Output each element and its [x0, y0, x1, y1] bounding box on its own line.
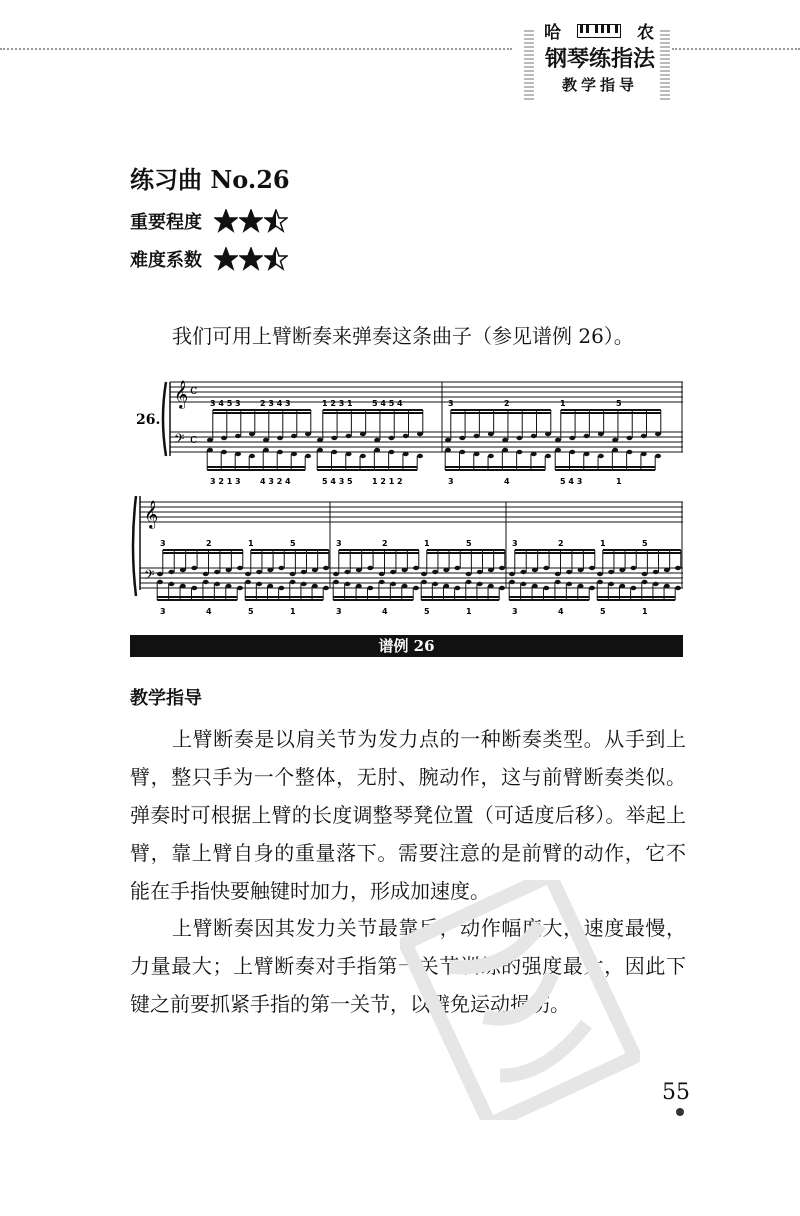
note-head: [459, 450, 465, 454]
note-head: [641, 434, 647, 438]
note-head: [642, 572, 648, 576]
note-head: [474, 434, 480, 438]
difficulty-stars: [214, 247, 289, 271]
fingering-number: 3: [448, 399, 454, 408]
note-head: [367, 566, 373, 570]
note-head: [626, 436, 632, 440]
piano-keys-icon: [577, 24, 621, 38]
note-head: [402, 584, 408, 588]
fingering-number: 3: [160, 539, 166, 548]
note-head: [290, 572, 296, 576]
fingering-number: 1: [290, 607, 296, 616]
note-head: [597, 572, 603, 576]
fingering-number: 1 2 3 1: [322, 399, 353, 408]
note-head: [555, 572, 561, 576]
fingering-number: 5 4 3 5: [322, 477, 353, 486]
header-dotted-rule-right: [672, 48, 800, 50]
note-head: [207, 448, 213, 452]
note-head: [203, 580, 209, 584]
note-head: [502, 448, 508, 452]
fingering-number: 2: [504, 399, 510, 408]
header-top-right: 农: [637, 23, 654, 43]
note-head: [626, 450, 632, 454]
difficulty-label: 难度系数: [130, 250, 202, 271]
fingering-number: 3 2 1 3: [210, 477, 241, 486]
star-filled-icon: [239, 209, 263, 233]
note-head: [356, 584, 362, 588]
note-head: [305, 432, 311, 436]
note-head: [531, 452, 537, 456]
exercise-number: 26.: [136, 412, 161, 428]
note-head: [432, 570, 438, 574]
note-head: [214, 582, 220, 586]
time-signature-treble: c: [190, 383, 198, 398]
note-head: [331, 436, 337, 440]
note-head: [619, 568, 625, 572]
note-head: [221, 436, 227, 440]
fingering-number: 1 2 1 2: [372, 477, 403, 486]
fingering-number: 4: [382, 607, 388, 616]
difficulty-rating: [130, 246, 289, 272]
note-head: [291, 452, 297, 456]
header-ornament-right: [660, 28, 670, 100]
star-half-icon: [264, 209, 288, 233]
time-signature-bass: c: [190, 432, 198, 447]
note-head: [312, 568, 318, 572]
note-head: [516, 450, 522, 454]
note-head: [245, 572, 251, 576]
header-top-line: [544, 18, 654, 43]
bass-clef-icon: 𝄢: [144, 567, 155, 586]
fingering-number: 1: [600, 539, 606, 548]
note-head: [221, 450, 227, 454]
fingering-number: 2: [382, 539, 388, 548]
fingering-number: 1: [642, 607, 648, 616]
section-heading: 教学指导: [130, 688, 202, 709]
note-head: [346, 434, 352, 438]
note-head: [413, 586, 419, 590]
note-head: [191, 566, 197, 570]
note-head: [157, 580, 163, 584]
note-head: [532, 568, 538, 572]
fingering-number: 1: [248, 539, 254, 548]
note-head: [443, 584, 449, 588]
paragraph-1: 上臂断奏是以肩关节为发力点的一种断奏类型。从手到上臂，整只手为一个整体，无肘、腕动作，这与前臂断奏类似。弹奏时可根据上臂的长度调整琴凳位置（可适度后移）。举起上臂，靠上臂自身的重量落下。需要注意的是前臂的动作，它不能在手指快要触键时加力，形成加速度。: [130, 727, 686, 903]
note-head: [520, 582, 526, 586]
note-head: [454, 586, 460, 590]
note-head: [203, 572, 209, 576]
note-head: [168, 582, 174, 586]
note-head: [413, 566, 419, 570]
note-head: [245, 580, 251, 584]
fingering-number: 3: [512, 539, 518, 548]
note-head: [367, 586, 373, 590]
note-head: [237, 586, 243, 590]
fingering-number: 1: [424, 539, 430, 548]
running-header: [524, 16, 670, 96]
score-system-1: [136, 380, 683, 486]
note-head: [168, 570, 174, 574]
note-head: [235, 434, 241, 438]
note-head: [323, 566, 329, 570]
fingering-number: 2: [558, 539, 564, 548]
note-head: [403, 452, 409, 456]
note-head: [291, 434, 297, 438]
note-head: [421, 580, 427, 584]
note-head: [569, 436, 575, 440]
paragraph-2: 上臂断奏因其发力关节最靠后，动作幅度大，速度最慢，力量最大；上臂断奏对手指第一关节训练的强度最大，因此下键之前要抓紧手指的第一关节，以避免运动损伤。: [130, 916, 686, 1016]
note-head: [589, 566, 595, 570]
note-head: [379, 580, 385, 584]
fingering-number: 2 3 4 3: [260, 399, 291, 408]
note-head: [543, 586, 549, 590]
note-head: [290, 580, 296, 584]
note-head: [488, 432, 494, 436]
fingering-number: 5: [600, 607, 606, 616]
note-head: [317, 448, 323, 452]
intro-sentence: 我们可用上臂断奏来弹奏这条曲子（参见谱例 26）。: [172, 324, 634, 348]
page-number: 55: [662, 1080, 690, 1105]
note-head: [477, 582, 483, 586]
note-head: [664, 568, 670, 572]
note-head: [278, 586, 284, 590]
fingering-row-1-top: [210, 399, 622, 408]
note-head: [545, 432, 551, 436]
fingering-row-2-top: [160, 539, 648, 548]
note-head: [454, 566, 460, 570]
note-head: [344, 582, 350, 586]
note-head: [249, 454, 255, 458]
note-head: [555, 438, 561, 442]
note-head: [301, 570, 307, 574]
note-head: [331, 450, 337, 454]
score-caption: 谱例 26: [130, 635, 683, 657]
library-stamp-watermark: [400, 880, 640, 1120]
note-head: [277, 450, 283, 454]
fingering-number: 5 4 3: [560, 477, 583, 486]
note-head: [675, 566, 681, 570]
fingering-number: 5: [290, 539, 296, 548]
note-head: [402, 568, 408, 572]
note-head: [263, 448, 269, 452]
note-head: [267, 568, 273, 572]
music-score: [130, 378, 683, 630]
note-head: [566, 570, 572, 574]
header-ornament-left: [524, 28, 534, 100]
note-head: [641, 452, 647, 456]
note-head: [312, 584, 318, 588]
note-head: [249, 432, 255, 436]
note-head: [390, 582, 396, 586]
fingering-number: 5: [642, 539, 648, 548]
note-head: [664, 584, 670, 588]
fingering-number: 1: [466, 607, 472, 616]
note-head: [235, 452, 241, 456]
note-head: [278, 566, 284, 570]
note-head: [531, 434, 537, 438]
note-head: [474, 452, 480, 456]
fingering-number: 5: [424, 607, 430, 616]
star-filled-icon: [239, 247, 263, 271]
note-head: [360, 432, 366, 436]
note-head: [226, 584, 232, 588]
fingering-number: 3: [160, 607, 166, 616]
note-head: [157, 572, 163, 576]
bass-clef-icon: 𝄢: [174, 431, 185, 450]
note-head: [584, 452, 590, 456]
note-head: [360, 454, 366, 458]
importance-rating: [130, 208, 289, 234]
note-head: [619, 584, 625, 588]
note-head: [388, 436, 394, 440]
note-head: [256, 570, 262, 574]
note-head: [578, 584, 584, 588]
fingering-number: 4: [558, 607, 564, 616]
note-head: [226, 568, 232, 572]
note-head: [608, 582, 614, 586]
notes-row-1-lower: [207, 448, 661, 470]
fingering-number: 5: [616, 399, 622, 408]
fingering-number: 4: [504, 477, 510, 486]
note-head: [305, 454, 311, 458]
note-head: [390, 570, 396, 574]
note-head: [499, 566, 505, 570]
header-book-subtitle: 教学指导: [561, 76, 638, 94]
note-head: [597, 580, 603, 584]
note-head: [263, 438, 269, 442]
note-head: [584, 434, 590, 438]
note-head: [612, 448, 618, 452]
note-head: [612, 438, 618, 442]
note-head: [499, 586, 505, 590]
note-head: [520, 570, 526, 574]
fingering-number: 2: [206, 539, 212, 548]
note-head: [374, 438, 380, 442]
note-head: [333, 580, 339, 584]
note-head: [356, 568, 362, 572]
note-head: [655, 454, 661, 458]
note-head: [630, 566, 636, 570]
note-head: [642, 580, 648, 584]
note-head: [237, 566, 243, 570]
note-head: [301, 582, 307, 586]
importance-stars: [214, 209, 289, 233]
fingering-number: 3 4 5 3: [210, 399, 241, 408]
note-head: [388, 450, 394, 454]
note-head: [403, 434, 409, 438]
score-system-2: [133, 496, 683, 616]
note-head: [214, 570, 220, 574]
note-head: [543, 566, 549, 570]
note-head: [323, 586, 329, 590]
note-head: [555, 448, 561, 452]
note-head: [509, 580, 515, 584]
header-dotted-rule-left: [0, 48, 512, 50]
note-head: [598, 454, 604, 458]
note-head: [466, 572, 472, 576]
note-head: [578, 568, 584, 572]
piece-title: 练习曲 No.26: [130, 165, 290, 194]
note-head: [417, 432, 423, 436]
note-head: [569, 450, 575, 454]
note-head: [445, 448, 451, 452]
note-head: [417, 454, 423, 458]
note-head: [207, 438, 213, 442]
note-head: [516, 436, 522, 440]
note-head: [256, 582, 262, 586]
fingering-number: 3: [448, 477, 454, 486]
note-head: [502, 438, 508, 442]
fingering-number: 1: [616, 477, 622, 486]
note-head: [180, 568, 186, 572]
note-head: [346, 452, 352, 456]
note-head: [630, 586, 636, 590]
note-head: [466, 580, 472, 584]
note-head: [566, 582, 572, 586]
fingering-number: 5 4 5 4: [372, 399, 403, 408]
treble-clef-icon: 𝄞: [174, 380, 189, 408]
note-head: [589, 586, 595, 590]
star-half-icon: [264, 247, 288, 271]
fingering-number: 4 3 2 4: [260, 477, 291, 486]
header-top-left: 哈: [544, 23, 561, 43]
note-head: [608, 570, 614, 574]
fingering-number: 3: [336, 539, 342, 548]
note-head: [191, 586, 197, 590]
fingering-number: 3: [512, 607, 518, 616]
header-book-title: 钢琴练指法: [544, 46, 655, 72]
note-head: [655, 432, 661, 436]
star-filled-icon: [214, 247, 238, 271]
fingering-number: 1: [560, 399, 566, 408]
note-head: [344, 570, 350, 574]
note-head: [477, 570, 483, 574]
note-head: [267, 584, 273, 588]
note-head: [374, 448, 380, 452]
fingering-number: 5: [248, 607, 254, 616]
fingering-number: 5: [466, 539, 472, 548]
star-filled-icon: [214, 209, 238, 233]
treble-clef-icon: 𝄞: [144, 500, 159, 528]
fingering-number: 4: [206, 607, 212, 616]
note-head: [532, 584, 538, 588]
note-head: [488, 568, 494, 572]
fingering-row-2-bottom: [160, 607, 648, 616]
note-head: [432, 582, 438, 586]
note-head: [445, 438, 451, 442]
note-head: [545, 454, 551, 458]
note-head: [459, 436, 465, 440]
fingering-row-1-bottom: [210, 477, 622, 486]
note-head: [421, 572, 427, 576]
note-head: [443, 568, 449, 572]
note-head: [379, 572, 385, 576]
note-head: [675, 586, 681, 590]
page-ornament-dot: [676, 1108, 684, 1116]
note-head: [555, 580, 561, 584]
importance-label: 重要程度: [130, 212, 202, 233]
fingering-number: 3: [336, 607, 342, 616]
note-head: [509, 572, 515, 576]
note-head: [333, 572, 339, 576]
note-head: [488, 584, 494, 588]
note-head: [653, 570, 659, 574]
note-head: [317, 438, 323, 442]
note-head: [653, 582, 659, 586]
note-head: [488, 454, 494, 458]
note-head: [180, 584, 186, 588]
note-head: [277, 436, 283, 440]
notes-row-2-upper: [157, 550, 681, 576]
note-head: [598, 432, 604, 436]
